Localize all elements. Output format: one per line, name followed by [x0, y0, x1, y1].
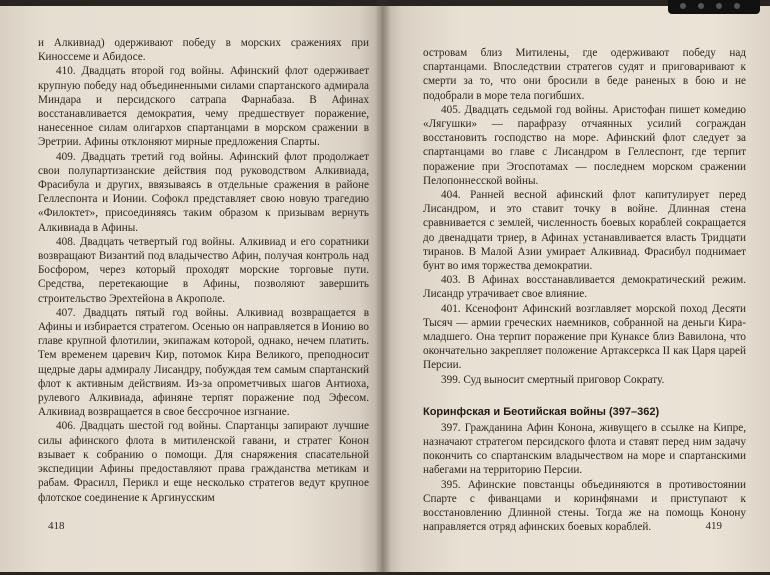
right-page — [383, 6, 770, 572]
paragraph: 406. Двадцать шестой год войны. Спартанцы запирают лучшие силы афинского флота в митиленской гавани, и стратег Конон взывает к собранию о помощи. Для снаряжения спасательной экспедиции Афины предоставляют права гражданства метикам и рабам. Фрасилл, Перикл и еще несколько стратегов ведут крупное флотское соединение к Аргинусским — [38, 420, 369, 504]
paragraph: 407. Двадцать пятый год войны. Алкивиад возвращается в Афины и избирается стратегом. Осенью он направляется в Ионию во главе крупной флотилии, экипажам которой, однако, нечем платить. Тем временем царевич Кир, потомок Кира Великого, преподносит щедрые дары адмиралу Лисандру, побуждая тем самым спартанский флот к активным действиям. Из-за опрометчивых шагов Антиоха, рулевого Алкивиада, афиняне терпят поражение под Эфесом. Алкивиад возвращается в свое бессрочное изгнание. — [38, 306, 369, 419]
paragraph: 403. В Афинах восстанавливается демократический режим. Лисандр утрачивает свое влияние. — [423, 274, 746, 301]
section-heading: Коринфская и Беотийская войны (397–362) — [423, 405, 660, 418]
right-page-text-top — [423, 46, 746, 387]
paragraph: 399. Суд выносит смертный приговор Сократу. — [441, 373, 665, 386]
paragraph: и Алкивиад) одерживают победу в морских сражениях при Киноссеме и Абидосе. — [38, 37, 369, 64]
paragraph: 404. Ранней весной афинский флот капитулирует перед Лисандром, и это ставит точку в войне. Длинная стена сравнивается с землей, численность боевых кораблей сокращается до двенадцати триер, в Афинах устанавливается власть Тридцати тиранов. В Малой Азии умирает Алкивиад. Фрасибул поднимает бунт во имя торжества демократии. — [423, 189, 746, 273]
paragraph: 401. Ксенофонт Афинский возглавляет морской поход Десяти Тысяч — армии греческих наемников, собранной на деньги Кира-младшего. Она терпит поражение при Кунаксе близ Вавилона, что окончательно закрепляет положение Артаксеркса II как Царя царей Персии. — [423, 302, 746, 372]
right-page-number: 419 — [705, 520, 722, 532]
left-page-number: 418 — [48, 520, 65, 532]
binder-clip — [668, 0, 760, 14]
right-page-text-bottom — [423, 421, 746, 535]
left-page — [0, 6, 383, 572]
paragraph: 405. Двадцать седьмой год войны. Аристофан пишет комедию «Лягушки» — парафразу отчаянных усилий сограждан восстановить господство на море. Афинский флот следует за спартанцами во главе с Лисандром в Геллеспонт, где терпит поражение при Эгоспотамах — последнем морском сражении Пелопоннесской войны. — [423, 103, 746, 187]
paragraph: 409. Двадцать третий год войны. Афинский флот продолжает свои полупартизанские действия под руководством Алкивиада, Фрасибула и других, ввязываясь в отдельные сражения в районе Геллеспонта и Ионии. Софокл представляет свою новую трагедию «Филоктет», присоединяясь таким образом к призывам вернуть Алкивиада в Афины. — [38, 150, 369, 234]
left-page-text — [38, 36, 369, 505]
paragraph: 395. Афинские повстанцы объединяются в противостоянии Спарте с фиванцами и коринфянами и приступают к восстановлению Длинной стены. Тогда же на помощь Конону направляется отряд афинских боевых кораблей. — [423, 478, 746, 534]
paragraph: 410. Двадцать второй год войны. Афинский флот одерживает крупную победу над объединенными силами спартанского адмирала Миндара и персидского сатрапа Фарнабаза. В Афинах восстанавливается демократия, чему предшествует поражение, нанесенное силам олигархов спартанцами в морском сражении в Эретрии. Афины отклоняют мирные предложения Спарты. — [38, 65, 369, 149]
paragraph: островам близ Митилены, где одерживают победу над спартанцами. Впоследствии стратегов судят и приговаривают к смерти за то, что они бросили в беде раненых в бою и не подобрали в море тела погибших. — [423, 47, 746, 102]
paragraph: 397. Гражданина Афин Конона, живущего в ссылке на Кипре, назначают стратегом персидского флота и ставят перед ним задачу покончить со спартанским владычеством на море и спартанскими набегами на территорию Персии. — [423, 421, 746, 477]
paragraph: 408. Двадцать четвертый год войны. Алкивиад и его соратники возвращают Византий под владычество Афин, получая контроль над Босфором, через который проходят морские торговые пути. Средства, перетекающие в Афины, позволяют завершить строительство Эрехтейона в Акрополе. — [38, 235, 369, 305]
